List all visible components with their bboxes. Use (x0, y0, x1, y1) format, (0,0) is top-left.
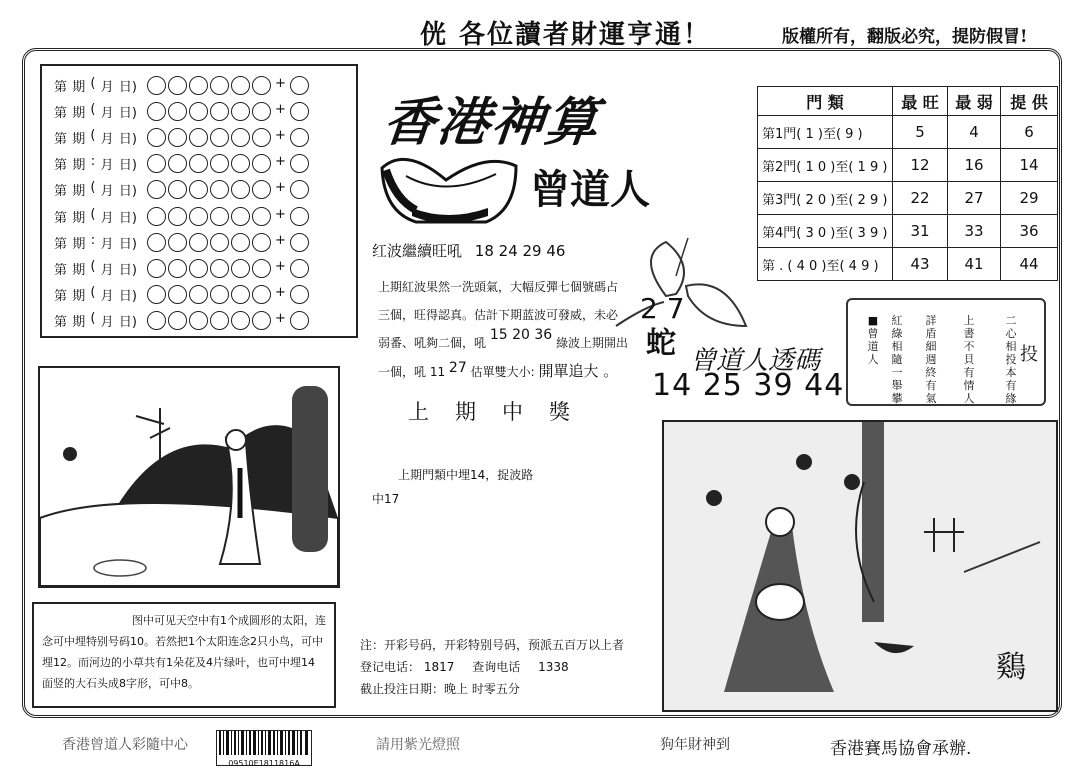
number-circle (147, 180, 166, 199)
draw-label-part: ( (90, 101, 96, 117)
number-circles (147, 311, 309, 330)
number-circle (147, 259, 166, 278)
number-circle (231, 102, 250, 121)
table-cell: 31 (893, 215, 948, 248)
draw-row (42, 151, 309, 177)
table-header-cell: 門 類 (758, 87, 893, 116)
table-cell: 44 (1001, 248, 1058, 281)
draw-label-part: 日) (118, 236, 137, 252)
barcode (216, 730, 312, 766)
draw-row (42, 72, 309, 98)
draw-label-part: ( (90, 75, 96, 91)
plus-sign: + (275, 101, 286, 117)
draw-label-part: 月 (100, 289, 114, 305)
number-circle (168, 154, 187, 173)
red-wave-numbers: 18 24 29 46 (474, 242, 566, 260)
red-wave-label: 红波繼續旺吼 (372, 242, 463, 260)
draw-label (42, 285, 137, 304)
draw-label-part: 期 (72, 315, 86, 331)
rooster-label: 鷄 (996, 650, 1026, 685)
table-header-row (758, 87, 1058, 116)
table-cell: 41 (948, 248, 1001, 281)
draw-label-part: 日) (118, 315, 137, 331)
category-table (757, 86, 1058, 281)
notes-phone-label: 登记电话： (360, 660, 421, 674)
ingot-icon (376, 150, 526, 230)
draw-label-part: 月 (100, 262, 114, 278)
table-cell: 第4門( 3 0 )至( 3 9 ) (758, 215, 893, 248)
draw-row (42, 282, 309, 308)
draw-label (42, 233, 137, 252)
author-name: 曾道人 (530, 166, 650, 213)
notes-block (360, 634, 624, 700)
notes-phone-1: 1817 (423, 660, 455, 674)
poem-column: 上書不貝有情人 (963, 314, 975, 405)
number-circle (147, 233, 166, 252)
number-circle (252, 311, 271, 330)
draw-label (42, 180, 137, 199)
draw-label-part: 第 (54, 262, 68, 278)
plus-sign: + (275, 206, 286, 222)
plus-sign: + (275, 311, 286, 327)
draw-label-part: 月 (100, 158, 114, 174)
table-header-cell: 最 弱 (948, 87, 1001, 116)
paragraph-line-1: 上期紅波果然一洗頭氣，大幅反彈七個號碼占 (378, 280, 619, 294)
draw-label (42, 154, 137, 173)
story-line: 面竖的大石头成8字形，可中8。 (42, 677, 199, 690)
number-circle (189, 102, 208, 121)
number-circle (189, 285, 208, 304)
story-line: 念可中埋特别号码10。若然把1个太阳连念2只小鸟，可中 (42, 635, 323, 648)
number-circles (147, 259, 309, 278)
draw-label-part: 第 (54, 315, 68, 331)
plus-sign: + (275, 154, 286, 170)
number-circle (210, 180, 229, 199)
number-circle (252, 259, 271, 278)
paragraph-line-3-text: 弱番、吼夠二個，吼 (378, 336, 487, 350)
last-win-title: 上期中獎 (408, 400, 596, 424)
notes-phone-2: 1338 (538, 660, 569, 674)
number-circle (252, 233, 271, 252)
number-circle (189, 207, 208, 226)
special-number-circle (290, 285, 309, 304)
number-circle (147, 285, 166, 304)
draw-row (42, 177, 309, 203)
draw-label-part: 第 (54, 210, 68, 226)
number-circle (210, 311, 229, 330)
number-circle (210, 233, 229, 252)
table-cell: 第1門( 1 )至( 9 ) (758, 116, 893, 149)
poem-scroll (846, 298, 1046, 406)
number-circle (231, 259, 250, 278)
number-circles (147, 233, 309, 252)
draw-row (42, 203, 309, 229)
plus-sign: + (275, 285, 286, 301)
draw-grid (40, 64, 358, 338)
draw-row (42, 98, 309, 124)
draw-label-part: 日) (118, 184, 137, 200)
table-cell: 29 (1001, 182, 1058, 215)
draw-label-part: 期 (72, 236, 86, 252)
draw-label-part: 期 (72, 105, 86, 121)
table-row (758, 116, 1058, 149)
draw-label-part: 期 (72, 210, 86, 226)
paragraph-line-4-number: 27 (448, 360, 467, 376)
zodiac-label: 蛇 (646, 326, 676, 361)
table-cell: 33 (948, 215, 1001, 248)
number-circle (168, 233, 187, 252)
plus-sign: + (275, 180, 286, 196)
notes-line: 截止投注日期：晚上 时零五分 (360, 682, 520, 696)
special-number-circle (290, 233, 309, 252)
special-number-circle (290, 128, 309, 147)
plus-sign: + (275, 75, 286, 91)
draw-label-part: 月 (100, 315, 114, 331)
draw-label-part: 月 (100, 79, 114, 95)
special-number-circle (290, 207, 309, 226)
draw-label-part: 第 (54, 79, 68, 95)
number-circle (147, 128, 166, 147)
draw-label-part: 日) (118, 289, 137, 305)
draw-label-part: 第 (54, 236, 68, 252)
barcode-bars (217, 731, 311, 755)
number-circle (231, 154, 250, 173)
plus-sign: + (275, 232, 286, 248)
footer-mid: 請用紫光燈照 (376, 737, 460, 753)
draw-label-part: ( (90, 258, 96, 274)
special-number-circle (290, 259, 309, 278)
hint-text-2: 中17 (372, 492, 400, 506)
draw-label-part: 第 (54, 105, 68, 121)
draw-label-part: 第 (54, 289, 68, 305)
draw-label-part: 第 (54, 158, 68, 174)
copyright-text: 版權所有，翻版必究，提防假冒! (782, 27, 1028, 47)
draw-label-part: 日) (118, 210, 137, 226)
draw-label-part: ( (90, 285, 96, 301)
draw-label-part: 期 (72, 79, 86, 95)
table-cell: 43 (893, 248, 948, 281)
number-circle (231, 233, 250, 252)
ribbon-icon (606, 236, 752, 346)
number-circle (189, 76, 208, 95)
table-header-cell: 提 供 (1001, 87, 1058, 116)
number-circles (147, 102, 309, 121)
story-line: 图中可见天空中有1个成圆形的太阳，连 (132, 614, 326, 627)
draw-label-part: ( (90, 206, 96, 222)
draw-label-part: 日) (118, 158, 137, 174)
number-circle (168, 259, 187, 278)
draw-label-part: 期 (72, 289, 86, 305)
poem-column: ■曾道人 (867, 314, 879, 366)
number-circle (252, 207, 271, 226)
number-circle (252, 76, 271, 95)
table-cell: 16 (948, 149, 1001, 182)
number-circle (189, 311, 208, 330)
table-cell: 36 (1001, 215, 1058, 248)
draw-label-part: : (90, 232, 96, 248)
number-circles (147, 128, 309, 147)
scholar-illustration (40, 368, 338, 586)
number-circles (147, 154, 309, 173)
number-circle (252, 285, 271, 304)
number-circles (147, 76, 309, 95)
draw-row (42, 308, 309, 334)
draw-label (42, 311, 137, 330)
special-number-circle (290, 102, 309, 121)
table-row (758, 149, 1058, 182)
table-cell: 第3門( 2 0 )至( 2 9 ) (758, 182, 893, 215)
table-row (758, 248, 1058, 281)
number-circle (189, 233, 208, 252)
paragraph-line-4 (378, 360, 618, 381)
draw-label-part: 月 (100, 105, 114, 121)
number-circle (231, 76, 250, 95)
draw-label (42, 207, 137, 226)
table-row (758, 215, 1058, 248)
paragraph-line-4-tail: 估單雙大小: (470, 365, 535, 379)
table-header-cell: 最 旺 (893, 87, 948, 116)
notes-line: 注：开彩号码，开彩特别号码，预派五百万以上者 (360, 638, 625, 652)
footer-right: 香港賽馬協會承辦. (830, 739, 972, 759)
special-number-circle (290, 154, 309, 173)
special-number-circle (290, 311, 309, 330)
greeting-text: 侊 各位讀者財運亨通！ (420, 20, 712, 50)
riddle-explanation (32, 602, 336, 708)
number-circle (189, 180, 208, 199)
draw-label-part: 第 (54, 184, 68, 200)
special-number: 2 7 (640, 292, 685, 325)
table-cell: 第 . ( 4 0 )至( 4 9 ) (758, 248, 893, 281)
table-cell: 22 (893, 182, 948, 215)
notes-line-2 (360, 656, 624, 678)
notes-query-label: 查询电话 (472, 660, 521, 674)
number-circle (168, 285, 187, 304)
number-circle (168, 180, 187, 199)
draw-label-part: 期 (72, 262, 86, 278)
draw-label-part: 期 (72, 131, 86, 147)
number-circle (147, 207, 166, 226)
draw-label-part: 期 (72, 158, 86, 174)
number-circles (147, 207, 309, 226)
draw-label-part: 月 (100, 184, 114, 200)
poem-side-char: 投 (1020, 344, 1038, 365)
number-circle (231, 207, 250, 226)
draw-label-part: 日) (118, 105, 137, 121)
paragraph-line-4-end: 開單追大 。 (538, 362, 619, 380)
riddle-picture (38, 366, 340, 588)
number-circle (210, 259, 229, 278)
number-circle (231, 128, 250, 147)
paragraph-line-3 (378, 327, 629, 351)
red-wave-line (372, 240, 565, 261)
draw-label (42, 76, 137, 95)
draw-label-part: : (90, 154, 96, 170)
footer-left: 香港曾道人彩隨中心 (62, 737, 188, 753)
paragraph-line-2: 三個，旺得認真。估計下期蓝波可發威，未必 (378, 308, 619, 322)
draw-label-part: ( (90, 311, 96, 327)
draw-label (42, 128, 137, 147)
draw-label-part: 日) (118, 262, 137, 278)
poem-column: 二心相投本有緣 (1005, 314, 1017, 405)
barcode-number: 09510E1811816A (228, 759, 300, 768)
draw-label-part: 第 (54, 131, 68, 147)
draw-label (42, 102, 137, 121)
draw-label-part: ( (90, 127, 96, 143)
draw-label-part: ( (90, 180, 96, 196)
table-cell: 14 (1001, 149, 1058, 182)
number-circle (252, 154, 271, 173)
number-circle (168, 76, 187, 95)
rooster-picture (662, 420, 1058, 712)
table-cell: 4 (948, 116, 1001, 149)
number-circle (147, 311, 166, 330)
footer-mid-2: 狗年財神到 (660, 737, 730, 753)
hint-text: 上期門類中埋14，捉波路 (398, 468, 534, 482)
number-circles (147, 180, 309, 199)
special-number-circle (290, 76, 309, 95)
draw-label (42, 259, 137, 278)
number-circle (147, 76, 166, 95)
number-circle (147, 102, 166, 121)
draw-label-part: 期 (72, 184, 86, 200)
number-circle (168, 207, 187, 226)
poem-column: 詳盾細週終有氣 (925, 314, 937, 405)
story-line: 埋12。而河边的小草共有1朵花及4片绿叶，也可中埋14 (42, 656, 315, 669)
plus-sign: + (275, 127, 286, 143)
number-circle (168, 311, 187, 330)
number-circle (168, 102, 187, 121)
draw-label-part: 日) (118, 79, 137, 95)
number-circle (210, 76, 229, 95)
paragraph-line-3-numbers: 15 20 36 (489, 327, 553, 343)
table-cell: 5 (893, 116, 948, 149)
code-title: 曾道人透碼 (690, 346, 821, 376)
number-circle (168, 128, 187, 147)
number-circle (189, 128, 208, 147)
number-circle (231, 285, 250, 304)
draw-row (42, 229, 309, 255)
poem-column: 紅綠相隨一舉攀 (891, 314, 903, 405)
number-circles (147, 285, 309, 304)
number-circle (210, 207, 229, 226)
draw-label-part: 月 (100, 236, 114, 252)
number-circle (147, 154, 166, 173)
number-circle (189, 259, 208, 278)
draw-row (42, 124, 309, 150)
number-circle (231, 311, 250, 330)
number-circle (210, 128, 229, 147)
table-cell: 12 (893, 149, 948, 182)
table-cell: 27 (948, 182, 1001, 215)
special-number-circle (290, 180, 309, 199)
number-circle (252, 128, 271, 147)
table-cell: 6 (1001, 116, 1058, 149)
number-circle (210, 102, 229, 121)
number-circle (210, 285, 229, 304)
draw-row (42, 255, 309, 281)
plus-sign: + (275, 258, 286, 274)
number-circle (189, 154, 208, 173)
code-numbers: 14 25 39 44 (652, 368, 845, 403)
draw-label-part: 月 (100, 131, 114, 147)
table-cell: 第2門( 1 0 )至( 1 9 ) (758, 149, 893, 182)
table-row (758, 182, 1058, 215)
number-circle (252, 180, 271, 199)
paragraph-line-3-tail: 綠波上期開出 (556, 336, 629, 350)
number-circle (252, 102, 271, 121)
draw-label-part: 月 (100, 210, 114, 226)
number-circle (231, 180, 250, 199)
paragraph-line-4-text: 一個，吼 11 (378, 365, 446, 379)
draw-label-part: 日) (118, 131, 137, 147)
page-title: 香港神算 (380, 92, 603, 153)
number-circle (210, 154, 229, 173)
